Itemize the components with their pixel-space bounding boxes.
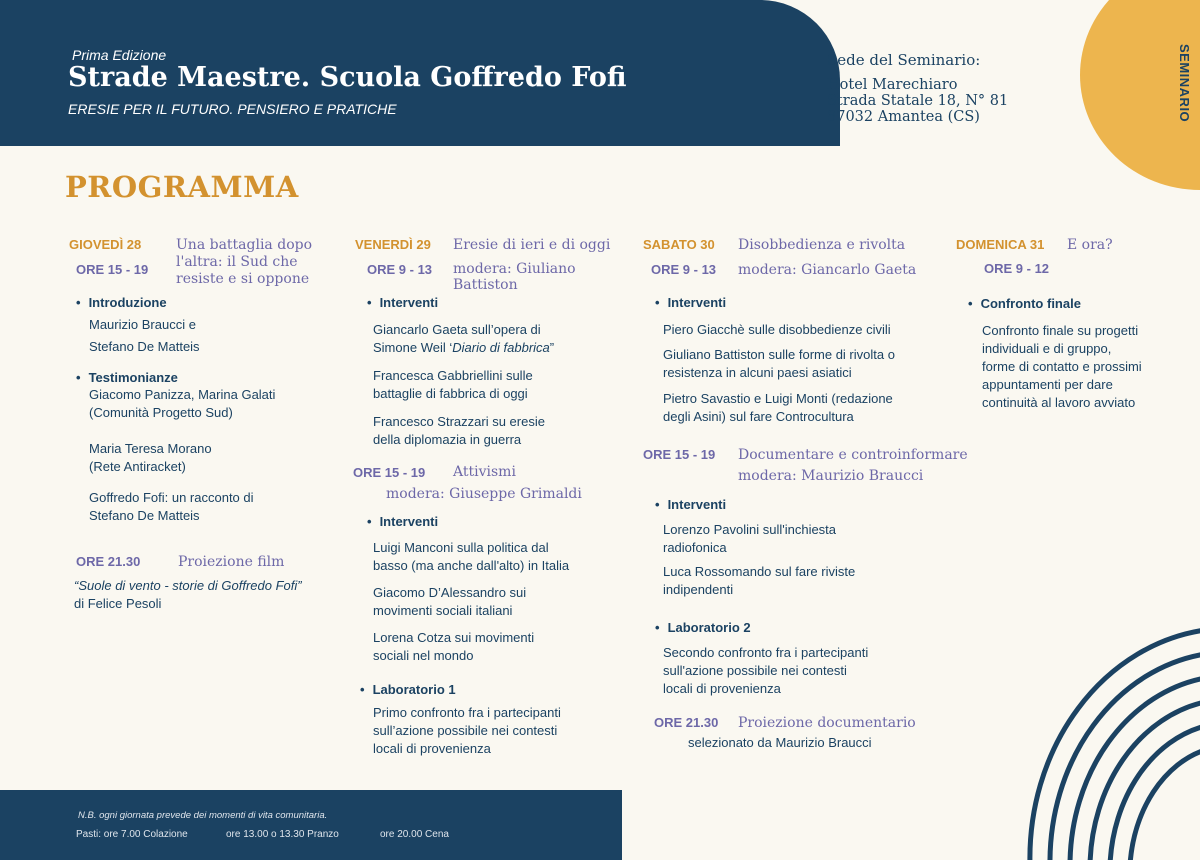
session-heading: • Interventi	[655, 497, 726, 512]
venue-line: Strada Statale 18, N° 81	[827, 93, 1009, 109]
footer-note: N.B. ogni giornata prevede dei momenti di vita comunitaria.	[78, 810, 328, 821]
time-slot: ORE 9 - 12	[984, 261, 1050, 276]
section-title: PROGRAMMA	[65, 170, 299, 204]
footer-band	[0, 790, 622, 860]
session-text: resistenza in alcuni paesi asiatici	[663, 365, 852, 380]
session-text: Goffredo Fofi: un racconto di	[89, 490, 254, 505]
session-heading: • Laboratorio 2	[655, 620, 751, 635]
session-text: Giuliano Battiston sulle forme di rivolta o	[663, 347, 895, 362]
session-text: individuali e di gruppo,	[982, 341, 1112, 356]
moderator: modera: Giancarlo Gaeta	[738, 262, 917, 278]
day-theme: E ora?	[1067, 237, 1113, 253]
session-text: Secondo confronto fra i partecipanti	[663, 645, 869, 660]
session-heading: • Confronto finale	[968, 296, 1081, 311]
venue-label: Sede del Seminario:	[827, 51, 981, 69]
moderator: Battiston	[453, 277, 518, 293]
moderator: modera: Maurizio Braucci	[738, 468, 924, 484]
session-heading: • Laboratorio 1	[360, 682, 456, 697]
session-heading: • Interventi	[655, 295, 726, 310]
day-heading: SABATO 30	[643, 237, 715, 252]
time-slot: ORE 21.30	[76, 554, 141, 569]
time-slot: ORE 9 - 13	[651, 262, 717, 277]
time-slot: ORE 9 - 13	[367, 262, 433, 277]
session-heading: • Interventi	[367, 514, 438, 529]
session-text: continuità al lavoro avviato	[982, 395, 1136, 410]
film-title: “Suole di vento - storie di Goffredo Fofi”	[74, 578, 302, 593]
session-text: Luca Rossomando sul fare riviste	[663, 564, 856, 579]
session-text: Primo confronto fra i partecipanti	[373, 705, 561, 720]
session-text: Simone Weil ‘Diario di fabbrica”	[373, 340, 555, 355]
decorative-arcs	[1000, 600, 1200, 860]
session-text: Confronto finale su progetti	[982, 323, 1139, 338]
session-text: selezionato da Maurizio Braucci	[688, 735, 872, 750]
session-text: basso (ma anche dall'alto) in Italia	[373, 558, 570, 573]
session-text: sull'azione possibile nei contesti	[663, 663, 847, 678]
venue-line: Hotel Marechiaro	[827, 77, 958, 93]
day-theme: resiste e si oppone	[176, 271, 310, 287]
session-text: Giacomo Panizza, Marina Galati	[89, 387, 276, 402]
meal-time: ore 13.00 o 13.30 Pranzo	[226, 829, 339, 840]
film-director: di Felice Pesoli	[74, 596, 162, 611]
session-text: movimenti sociali italiani	[373, 603, 513, 618]
session-text: (Comunità Progetto Sud)	[89, 405, 233, 420]
edition-label: Prima Edizione	[72, 47, 167, 63]
day-heading: GIOVEDÌ 28	[69, 237, 142, 252]
session-text: locali di provenienza	[663, 681, 781, 696]
session-text: forme di contatto e prossimi	[982, 359, 1142, 374]
meal-time: ore 20.00 Cena	[380, 829, 449, 840]
session-text: sull’azione possibile nei contesti	[373, 723, 558, 738]
time-slot: ORE 15 - 19	[643, 447, 716, 462]
session-text: locali di provenienza	[373, 741, 491, 756]
session-text: Lorena Cotza sui movimenti	[373, 630, 535, 645]
page-title: Strade Maestre. Scuola Goffredo Fofi	[68, 62, 627, 93]
session-text: della diplomazia in guerra	[373, 432, 522, 447]
moderator: modera: Giuseppe Grimaldi	[386, 486, 582, 502]
session-text: (Rete Antiracket)	[89, 459, 186, 474]
session-text: Francesca Gabbriellini sulle	[373, 368, 533, 383]
time-slot: ORE 15 - 19	[353, 465, 426, 480]
meal-time: Pasti: ore 7.00 Colazione	[76, 829, 188, 840]
session-text: battaglie di fabbrica di oggi	[373, 386, 528, 401]
seminario-tag: SEMINARIO	[1177, 44, 1192, 123]
time-slot: ORE 21.30	[654, 715, 719, 730]
day-theme: Disobbedienza e rivolta	[738, 237, 906, 253]
session-text: indipendenti	[663, 582, 734, 597]
session-theme: Proiezione film	[178, 554, 285, 570]
session-text: Giacomo D’Alessandro sui	[373, 585, 527, 600]
day-theme: Eresie di ieri e di oggi	[453, 237, 611, 253]
session-theme: Documentare e controinformare	[738, 447, 968, 463]
session-text: Maria Teresa Morano	[89, 441, 212, 456]
session-text: appuntamenti per dare	[982, 377, 1113, 392]
session-heading: • Introduzione	[76, 295, 167, 310]
session-text: Giancarlo Gaeta sull’opera di	[373, 322, 541, 337]
session-theme: Proiezione documentario	[738, 715, 916, 731]
session-text: Stefano De Matteis	[89, 508, 200, 523]
session-text: degli Asini) sul fare Controcultura	[663, 409, 854, 424]
page-subtitle: ERESIE PER IL FUTURO. PENSIERO E PRATICHE	[68, 101, 397, 117]
session-text: Maurizio Braucci e	[89, 317, 196, 332]
session-text: sociali nel mondo	[373, 648, 474, 663]
day-theme: Una battaglia dopo	[176, 237, 313, 253]
time-slot: ORE 15 - 19	[76, 262, 149, 277]
session-heading: • Testimonianze	[76, 370, 178, 385]
day-heading: DOMENICA 31	[956, 237, 1045, 252]
session-theme: Attivismi	[453, 464, 516, 480]
moderator: modera: Giuliano	[453, 261, 576, 277]
session-text: Stefano De Matteis	[89, 339, 200, 354]
session-text: Luigi Manconi sulla politica dal	[373, 540, 549, 555]
day-theme: l'altra: il Sud che	[176, 254, 298, 270]
venue-line: 87032 Amantea (CS)	[827, 109, 980, 125]
session-text: Pietro Savastio e Luigi Monti (redazione	[663, 391, 893, 406]
day-heading: VENERDÌ 29	[355, 237, 431, 252]
session-text: radiofonica	[663, 540, 727, 555]
session-text: Piero Giacchè sulle disobbedienze civili	[663, 322, 891, 337]
session-text: Francesco Strazzari su eresie	[373, 414, 545, 429]
session-heading: • Interventi	[367, 295, 438, 310]
session-text: Lorenzo Pavolini sull'inchiesta	[663, 522, 837, 537]
